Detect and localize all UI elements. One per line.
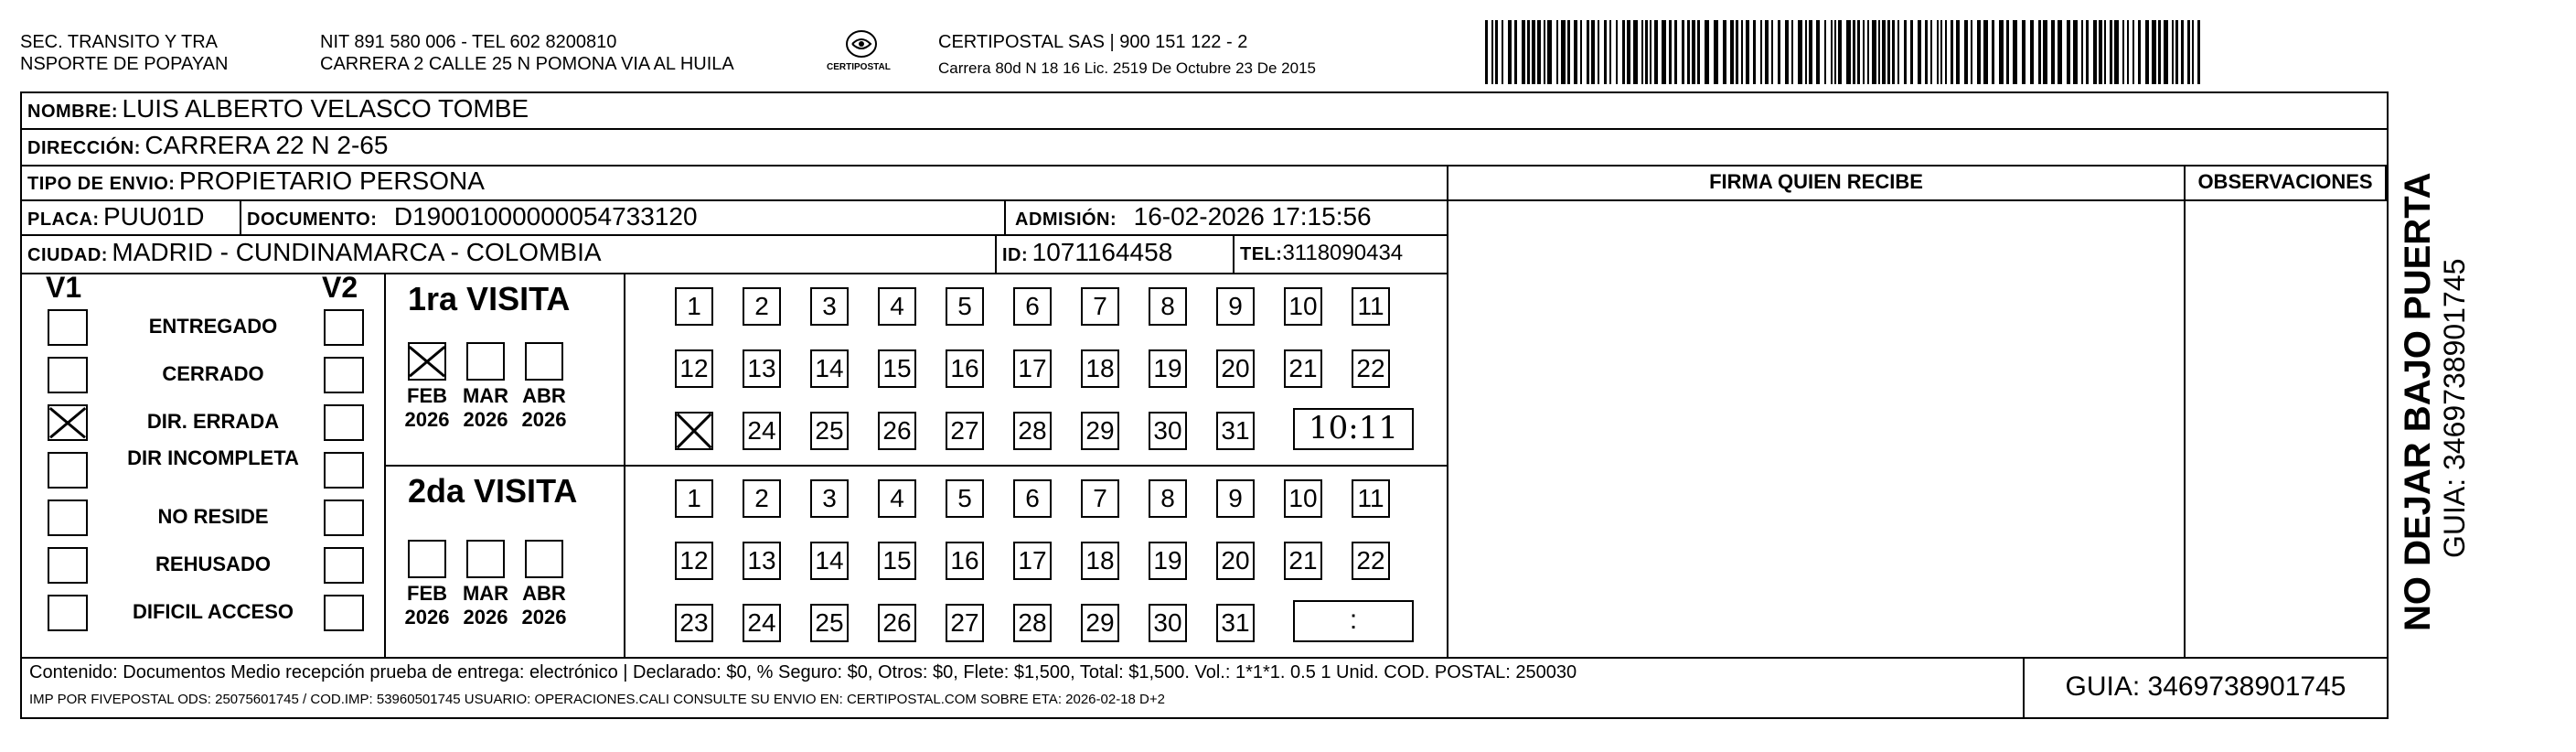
admision-value: 16-02-2026 17:15:56	[1133, 202, 1372, 231]
barcode-bar	[2145, 20, 2149, 84]
barcode-bar	[1863, 20, 1865, 84]
barcode-bar	[1682, 20, 1684, 84]
sender-line-2: NSPORTE DE POPAYAN	[20, 54, 229, 74]
day-box[interactable]: 26	[878, 604, 916, 642]
month-year: 2026	[404, 606, 450, 628]
day-box[interactable]: 26	[878, 412, 916, 450]
barcode-bar	[1527, 20, 1530, 84]
day-box[interactable]: 28	[1013, 412, 1052, 450]
reason-label: DIR. ERRADA	[146, 410, 280, 433]
v2-checkbox[interactable]	[324, 309, 364, 346]
day-box[interactable]: 10	[1284, 287, 1322, 326]
barcode-bar	[1945, 20, 1947, 84]
barcode-bar	[1514, 20, 1517, 84]
v1-checkbox[interactable]	[48, 595, 88, 631]
barcode-bar	[1587, 20, 1589, 84]
barcode-bar	[1853, 20, 1855, 84]
day-box[interactable]	[675, 412, 713, 450]
month-year: 2026	[521, 408, 567, 431]
barcode-bar	[2110, 20, 2112, 84]
barcode-bar	[1544, 20, 1545, 84]
day-box[interactable]: 25	[810, 604, 849, 642]
barcode-bar	[1508, 20, 1512, 84]
v1-checkbox[interactable]	[48, 500, 88, 536]
barcode	[1485, 20, 2207, 84]
day-box[interactable]: 13	[743, 349, 781, 388]
barcode-bar	[2058, 20, 2062, 84]
day-box[interactable]: 29	[1081, 412, 1119, 450]
barcode-bar	[1662, 20, 1666, 84]
tel-value: 3118090434	[1282, 241, 1404, 265]
day-box[interactable]: 6	[1013, 287, 1052, 326]
barcode-bar	[2172, 20, 2174, 84]
company-line: CERTIPOSTAL SAS | 900 151 122 - 2	[938, 32, 1248, 52]
v2-header: V2	[322, 271, 358, 304]
barcode-bar	[2104, 20, 2106, 84]
imp-line: IMP POR FIVEPOSTAL ODS: 25075601745 / COD.IMP: 53960501745 USUARIO: OPERACIONES.CALI CONSULTE SU ENVIO EN: CERTIPOSTAL.COM SOBRE ETA: 2026-02-18 D+2	[29, 692, 1165, 707]
day-box[interactable]: 8	[1149, 479, 1187, 518]
barcode-bar	[2175, 20, 2178, 84]
barcode-bar	[1598, 20, 1599, 84]
month-checkbox[interactable]	[525, 342, 563, 381]
day-box[interactable]: 3	[810, 479, 849, 518]
nombre-value: LUIS ALBERTO VELASCO TOMBE	[122, 94, 529, 123]
barcode-bar	[1574, 20, 1577, 84]
tipo-envio-label: TIPO DE ENVIO:	[27, 174, 176, 194]
barcode-bar	[1645, 20, 1648, 84]
v1-checkbox[interactable]	[48, 404, 88, 441]
day-box[interactable]: 9	[1216, 287, 1255, 326]
barcode-bar	[1522, 20, 1525, 84]
barcode-bar	[1654, 20, 1658, 84]
v1-checkbox[interactable]	[48, 309, 88, 346]
barcode-bar	[1816, 20, 1820, 84]
month-checkbox[interactable]	[408, 540, 446, 578]
month-year: 2026	[521, 606, 567, 628]
barcode-bar	[1692, 20, 1695, 84]
barcode-bar	[1495, 20, 1498, 84]
day-box[interactable]: 14	[810, 542, 849, 580]
barcode-bar	[2030, 20, 2034, 84]
second-visit-title: 2da VISITA	[408, 472, 578, 510]
month-name: FEB	[407, 582, 447, 605]
nit-line: NIT 891 580 006 - TEL 602 8200810	[320, 32, 617, 52]
day-box[interactable]: 1	[675, 287, 713, 326]
barcode-bar	[1591, 20, 1595, 84]
v2-checkbox[interactable]	[324, 500, 364, 536]
day-box[interactable]: 11	[1352, 479, 1390, 518]
month-checkbox[interactable]	[466, 342, 505, 381]
month-year: 2026	[463, 408, 508, 431]
month-label	[454, 582, 518, 629]
barcode-bar	[1616, 20, 1618, 84]
day-box[interactable]: 25	[810, 412, 849, 450]
v1-checkbox[interactable]	[48, 452, 88, 489]
barcode-bar	[1641, 20, 1643, 84]
day-box[interactable]: 9	[1216, 479, 1255, 518]
barcode-bar	[1857, 20, 1860, 84]
barcode-bar	[1765, 20, 1769, 84]
day-box[interactable]: 24	[743, 604, 781, 642]
day-box[interactable]: 7	[1081, 287, 1119, 326]
barcode-bar	[1999, 20, 2004, 84]
barcode-bar	[1809, 20, 1812, 84]
second-visit-time: :	[1293, 600, 1414, 642]
barcode-bar	[2122, 20, 2124, 84]
barcode-bar	[2043, 20, 2047, 84]
firma-header: FIRMA QUIEN RECIBE	[1709, 170, 1923, 193]
barcode-bar	[1746, 20, 1749, 84]
license-line: Carrera 80d N 18 16 Lic. 2519 De Octubre 23 De 2015	[938, 59, 1316, 77]
day-box[interactable]: 16	[946, 349, 984, 388]
month-checkbox[interactable]	[466, 540, 505, 578]
barcode-bar	[1714, 20, 1718, 84]
barcode-bar	[2152, 20, 2156, 84]
barcode-bar	[1547, 20, 1552, 84]
barcode-bar	[2086, 20, 2089, 84]
day-box[interactable]: 31	[1216, 604, 1255, 642]
reason-label: NO RESIDE	[157, 505, 269, 528]
barcode-bar	[2013, 20, 2017, 84]
day-box[interactable]: 15	[878, 542, 916, 580]
day-box[interactable]: 13	[743, 542, 781, 580]
day-box[interactable]: 10	[1284, 479, 1322, 518]
v2-checkbox[interactable]	[324, 547, 364, 584]
barcode-bar	[1760, 20, 1762, 84]
reason-label: CERRADO	[162, 362, 264, 385]
barcode-bar	[2067, 20, 2070, 84]
day-box[interactable]: 1	[675, 479, 713, 518]
day-box[interactable]: 30	[1149, 604, 1187, 642]
barcode-bar	[1937, 20, 1939, 84]
day-box[interactable]: 22	[1352, 542, 1390, 580]
barcode-bar	[1778, 20, 1780, 84]
v1-header: V1	[46, 271, 82, 304]
barcode-bar	[1983, 20, 1988, 84]
ciudad-label: CIUDAD:	[27, 245, 108, 265]
barcode-bar	[1532, 20, 1535, 84]
barcode-bar	[1753, 20, 1756, 84]
day-box[interactable]: 21	[1284, 349, 1322, 388]
day-box[interactable]: 30	[1149, 412, 1187, 450]
direccion-value: CARRERA 22 N 2-65	[144, 131, 389, 159]
placa-label: PLACA:	[27, 209, 100, 230]
day-box[interactable]: 12	[675, 349, 713, 388]
day-box[interactable]: 2	[743, 479, 781, 518]
barcode-bar	[1872, 20, 1876, 84]
barcode-bar	[1687, 20, 1690, 84]
day-box[interactable]: 15	[878, 349, 916, 388]
barcode-bar	[2132, 20, 2134, 84]
barcode-bar	[1502, 20, 1503, 84]
id-value: 1071164458	[1031, 238, 1173, 266]
tel-label: TEL:	[1240, 244, 1283, 264]
tipo-envio-value: PROPIETARIO PERSONA	[178, 167, 485, 195]
barcode-bar	[1669, 20, 1672, 84]
barcode-bar	[1705, 20, 1709, 84]
barcode-bar	[1723, 20, 1726, 84]
id-label: ID:	[1002, 245, 1029, 265]
documento-value: D19001000000054733120	[393, 202, 698, 231]
barcode-bar	[1892, 20, 1895, 84]
day-box[interactable]: 2	[743, 287, 781, 326]
barcode-bar	[1580, 20, 1582, 84]
day-box[interactable]: 19	[1149, 542, 1187, 580]
barcode-bar	[1971, 20, 1972, 84]
observaciones-header: OBSERVACIONES	[2197, 170, 2373, 193]
barcode-bar	[1910, 20, 1913, 84]
day-box[interactable]: 7	[1081, 479, 1119, 518]
barcode-bar	[1736, 20, 1738, 84]
day-box[interactable]: 28	[1013, 604, 1052, 642]
guia-box: GUIA: 3469738901745	[2065, 671, 2346, 702]
first-visit-time: 10:11	[1293, 408, 1414, 450]
barcode-bar	[1730, 20, 1734, 84]
ciudad-value: MADRID - CUNDINAMARCA - COLOMBIA	[112, 238, 602, 266]
barcode-bar	[2038, 20, 2041, 84]
day-box[interactable]: 22	[1352, 349, 1390, 388]
barcode-bar	[1930, 20, 1932, 84]
address-line: CARRERA 2 CALLE 25 N POMONA VIA AL HUILA	[320, 54, 734, 74]
v2-checkbox[interactable]	[324, 357, 364, 393]
barcode-bar	[1824, 20, 1826, 84]
v2-checkbox[interactable]	[324, 595, 364, 631]
no-dejar-warning: NO DEJAR BAJO PUERTA	[2398, 172, 2438, 631]
barcode-bar	[2192, 20, 2194, 84]
certipostal-logo	[827, 26, 896, 81]
barcode-bar	[1838, 20, 1842, 84]
barcode-bar	[1771, 20, 1773, 84]
month-checkbox[interactable]	[408, 342, 446, 381]
day-box[interactable]: 3	[810, 287, 849, 326]
barcode-bar	[2051, 20, 2055, 84]
barcode-bar	[1882, 20, 1886, 84]
barcode-bar	[1741, 20, 1743, 84]
day-box[interactable]: 20	[1216, 349, 1255, 388]
direccion-label: DIRECCIÓN:	[27, 138, 141, 158]
day-box[interactable]: 20	[1216, 542, 1255, 580]
barcode-bar	[2181, 20, 2184, 84]
first-visit-title: 1ra VISITA	[408, 280, 571, 317]
barcode-bar	[1904, 20, 1907, 84]
day-box[interactable]: 4	[878, 287, 916, 326]
barcode-bar	[1977, 20, 1981, 84]
side-guia: GUIA: 3469738901745	[2438, 258, 2471, 558]
barcode-bar	[1846, 20, 1851, 84]
observations-area	[2186, 201, 2385, 657]
barcode-bar	[2099, 20, 2102, 84]
month-label	[395, 582, 459, 629]
day-box[interactable]: 23	[675, 604, 713, 642]
barcode-bar	[1867, 20, 1869, 84]
barcode-bar	[1627, 20, 1630, 84]
barcode-bar	[1561, 20, 1566, 84]
day-box[interactable]: 8	[1149, 287, 1187, 326]
day-box[interactable]: 6	[1013, 479, 1052, 518]
day-box[interactable]: 31	[1216, 412, 1255, 450]
barcode-bar	[2138, 20, 2141, 84]
barcode-bar	[1925, 20, 1928, 84]
barcode-bar	[1964, 20, 1968, 84]
barcode-bar	[1791, 20, 1793, 84]
v1-checkbox[interactable]	[48, 547, 88, 584]
nombre-label: NOMBRE:	[27, 102, 119, 122]
barcode-bar	[1956, 20, 1960, 84]
day-box[interactable]: 14	[810, 349, 849, 388]
month-name: MAR	[462, 384, 509, 407]
month-year: 2026	[463, 606, 508, 628]
day-box[interactable]: 11	[1352, 287, 1390, 326]
barcode-bar	[1887, 20, 1890, 84]
barcode-bar	[1491, 20, 1493, 84]
barcode-bar	[2158, 20, 2161, 84]
reason-label: ENTREGADO	[148, 315, 278, 338]
month-label	[512, 582, 576, 629]
day-box[interactable]: 19	[1149, 349, 1187, 388]
day-box[interactable]: 5	[946, 479, 984, 518]
barcode-bar	[1609, 20, 1611, 84]
barcode-bar	[2164, 20, 2168, 84]
barcode-bar	[1831, 20, 1833, 84]
barcode-bar	[2197, 20, 2200, 84]
barcode-bar	[2006, 20, 2009, 84]
barcode-bar	[2187, 20, 2190, 84]
reason-label: REHUSADO	[155, 553, 271, 575]
month-label	[454, 384, 518, 432]
reason-label: DIFICIL ACCESO	[132, 600, 294, 623]
barcode-bar	[2073, 20, 2078, 84]
barcode-bar	[1992, 20, 1994, 84]
v2-checkbox[interactable]	[324, 452, 364, 489]
barcode-bar	[1918, 20, 1921, 84]
month-name: ABR	[522, 582, 566, 605]
barcode-bar	[1940, 20, 1942, 84]
barcode-bar	[1785, 20, 1789, 84]
day-box[interactable]: 18	[1081, 542, 1119, 580]
day-box[interactable]: 12	[675, 542, 713, 580]
sender-line-1: SEC. TRANSITO Y TRA	[20, 32, 218, 52]
barcode-bar	[2093, 20, 2097, 84]
barcode-bar	[1485, 20, 1488, 84]
barcode-bar	[2022, 20, 2026, 84]
month-name: MAR	[462, 582, 509, 605]
day-box[interactable]: 16	[946, 542, 984, 580]
barcode-bar	[1537, 20, 1541, 84]
day-box[interactable]: 17	[1013, 349, 1052, 388]
barcode-bar	[2127, 20, 2129, 84]
day-box[interactable]: 27	[946, 604, 984, 642]
barcode-bar	[2114, 20, 2119, 84]
month-year: 2026	[404, 408, 450, 431]
reason-label: DIR INCOMPLETA	[127, 446, 299, 469]
barcode-bar	[1650, 20, 1651, 84]
v2-checkbox[interactable]	[324, 404, 364, 441]
contenido-line: Contenido: Documentos Medio recepción prueba de entrega: electrónico | Declarado: $0, % Seguro: $0, Otros: $0, Flete: $1,500, Total: $1,500. Vol.: 1*1*1. 0.5 1 Unid. COD. POSTAL: 250030	[29, 662, 1577, 682]
month-label	[512, 384, 576, 432]
month-name: FEB	[407, 384, 447, 407]
month-label	[395, 384, 459, 432]
barcode-bar	[1567, 20, 1570, 84]
day-box[interactable]: 24	[743, 412, 781, 450]
barcode-bar	[1805, 20, 1807, 84]
barcode-bar	[2081, 20, 2083, 84]
barcode-bar	[1897, 20, 1899, 84]
month-name: ABR	[522, 384, 566, 407]
barcode-bar	[1556, 20, 1558, 84]
logo-text: CERTIPOSTAL	[827, 62, 891, 72]
barcode-bar	[1951, 20, 1953, 84]
day-box[interactable]: 27	[946, 412, 984, 450]
barcode-bar	[1622, 20, 1625, 84]
month-checkbox[interactable]	[525, 540, 563, 578]
admision-label: ADMISIÓN:	[1015, 209, 1117, 230]
documento-label: DOCUMENTO:	[247, 209, 378, 230]
barcode-bar	[1798, 20, 1802, 84]
day-box[interactable]: 21	[1284, 542, 1322, 580]
day-box[interactable]: 29	[1081, 604, 1119, 642]
barcode-bar	[1633, 20, 1638, 84]
barcode-bar	[1878, 20, 1880, 84]
day-box[interactable]: 18	[1081, 349, 1119, 388]
signature-area	[1448, 201, 2184, 657]
placa-value: PUU01D	[103, 202, 205, 231]
day-box[interactable]: 5	[946, 287, 984, 326]
barcode-bar	[1674, 20, 1677, 84]
day-box[interactable]: 17	[1013, 542, 1052, 580]
barcode-bar	[1697, 20, 1700, 84]
day-box[interactable]: 4	[878, 479, 916, 518]
barcode-bar	[1834, 20, 1836, 84]
v1-checkbox[interactable]	[48, 357, 88, 393]
barcode-bar	[1604, 20, 1607, 84]
